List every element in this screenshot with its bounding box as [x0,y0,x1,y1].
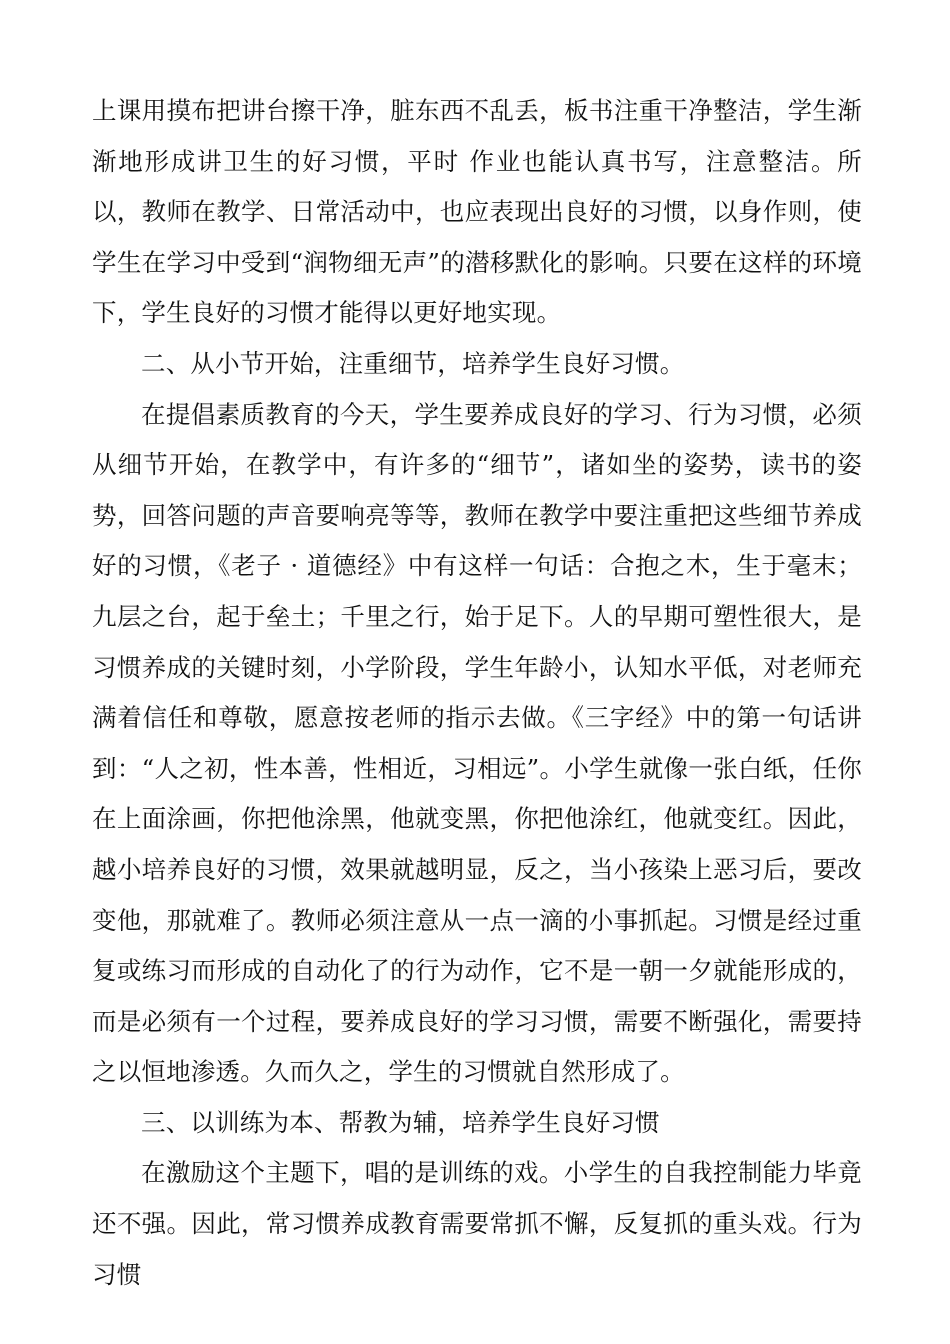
paragraph-1: 上课用摸布把讲台擦干净，脏东西不乱丢，板书注重干净整洁，学生渐渐地形成讲卫生的好习惯，平时 作业也能认真书写，注意整洁。所以，教师在教学、日常活动中，也应表现出良好的习惯，以身作则，使学生在学习中受到“润物细无声”的潜移默化的影响。只要在这样的环境下，学生良好的习惯才能得以更好地实现。 [92,96,862,328]
document-page [92,86,862,1300]
paragraph-3: 在提倡素质教育的今天，学生要养成良好的学习、行为习惯，必须从细节开始，在教学中，有许多的“细节”，诸如坐的姿势，读书的姿势，回答问题的声音要响亮等等，教师在教学中要注重把这些细节养成好的习惯，《老子 · 道德经》中有这样一句话：合抱之木，生于毫末；九层之台，起于垒土；千里之行，始于足下。人的早期可塑性很大，是习惯养成的关键时刻，小学阶段，学生年龄小，认知水平低，对老师充满着信任和尊敬，愿意按老师的指示去做。《三字经》中的第一句话讲到：“人之初，性本善，性相近，习相远”。小学生就像一张白纸，任你在上面涂画，你把他涂黑，他就变黑，你把他涂红，他就变红。因此，越小培养良好的习惯，效果就越明显，反之，当小孩染上恶习后，要改变他，那就难了。教师必须注意从一点一滴的小事抓起。习惯是经过重复或练习而形成的自动化了的行为动作，它不是一朝一夕就能形成的，而是必须有一个过程，要养成良好的学习习惯，需要不断强化，需要持之以恒地渗透。久而久之，学生的习惯就自然形成了。 [92,399,862,1087]
paragraph-5: 在激励这个主题下，唱的是训练的戏。小学生的自我控制能力毕竟还不强。因此，常习惯养成教育需要常抓不懈，反复抓的重头戏。行为习惯 [92,1158,862,1289]
section-heading-3: 三、以训练为本、帮教为辅，培养学生良好习惯 [141,1107,660,1137]
section-heading-2: 二、从小节开始，注重细节，培养学生良好习惯。 [141,348,685,378]
